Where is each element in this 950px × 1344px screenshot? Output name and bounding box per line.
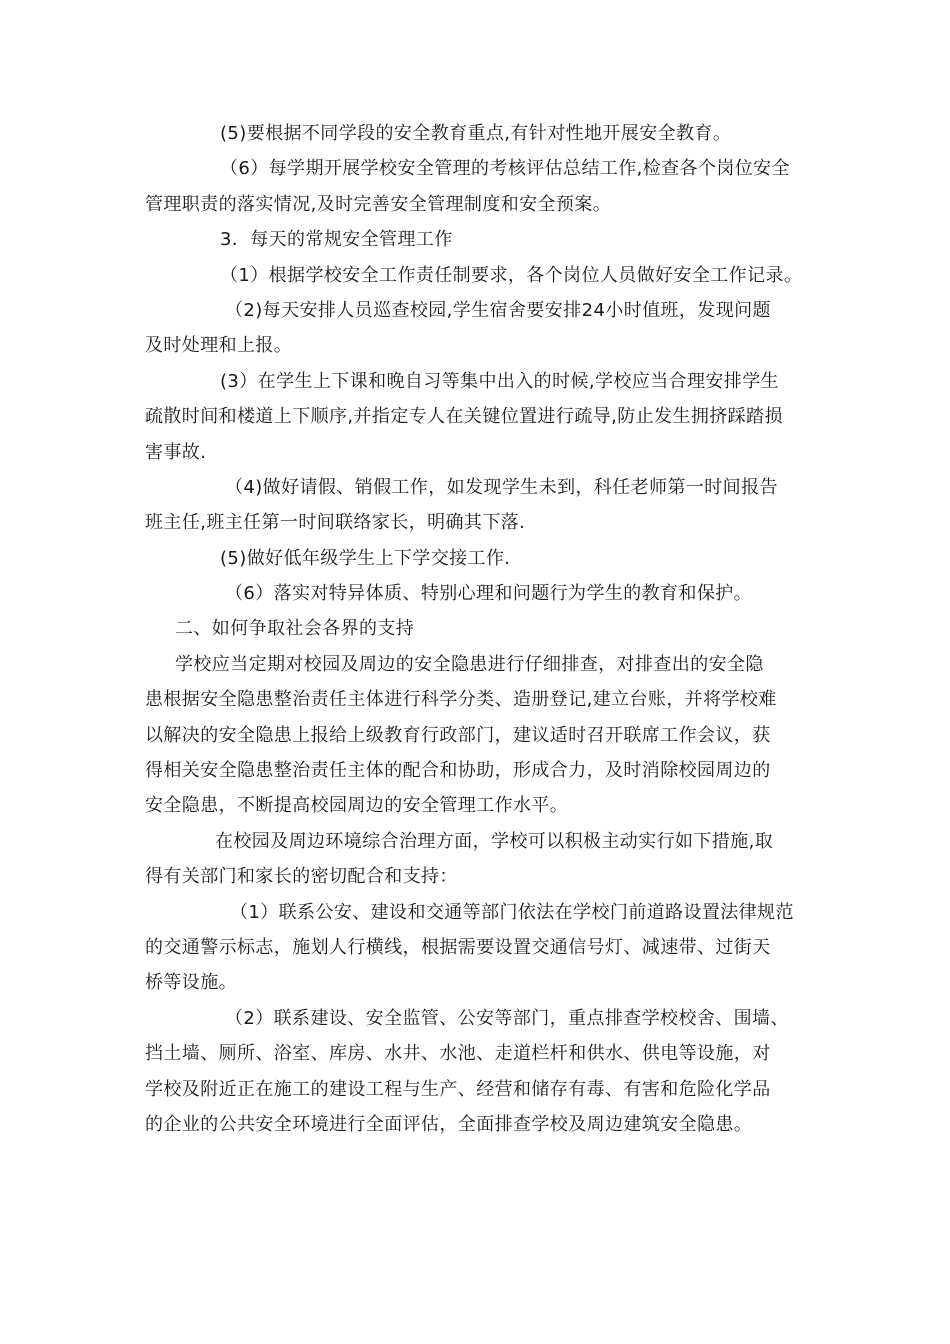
text-line: （1）联系公安、建设和交通等部门依法在学校门前道路设置法律规范 (230, 901, 794, 923)
text-line: 在校园及周边环境综合治理方面，学校可以积极主动实行如下措施,取 (215, 830, 774, 852)
text-line: 管理职责的落实情况,及时完善安全管理制度和安全预案。 (145, 193, 612, 215)
text-line: （2)每天安排人员巡查校园,学生宿舍要安排24小时值班，发现问题 (225, 299, 771, 321)
text-line: 班主任,班主任第一时间联络家长，明确其下落. (145, 512, 526, 534)
text-line: （6）落实对特异体质、特别心理和问题行为学生的教育和保护。 (225, 583, 753, 605)
text-line: （2）联系建设、安全监管、公安等部门，重点排查学校校舍、围墙、 (225, 1007, 789, 1029)
text-line: （6）每学期开展学校安全管理的考核评估总结工作,检查各个岗位安全 (220, 158, 790, 180)
text-line: 及时处理和上报。 (145, 335, 293, 357)
text-line: 学校应当定期对校园及周边的安全隐患进行仔细排查，对排查出的安全隐 (175, 653, 764, 675)
text-line: (5)做好低年级学生上下学交接工作. (220, 547, 511, 569)
text-line: （1）根据学校安全工作责任制要求，各个岗位人员做好安全工作记录。 (220, 264, 803, 286)
text-line: (5)要根据不同学段的安全教育重点,有针对性地开展安全教育。 (220, 123, 732, 144)
text-line: 患根据安全隐患整治责任主体进行科学分类、造册登记,建立台账，并将学校难 (145, 689, 777, 711)
text-line: 桥等设施。 (145, 972, 237, 994)
text-line: 学校及附近正在施工的建设工程与生产、经营和储存有毒、有害和危险化学品 (145, 1078, 771, 1100)
section-heading: 二、如何争取社会各界的支持 (175, 618, 415, 640)
text-line: 害事故. (145, 441, 207, 463)
document-body (145, 116, 810, 1142)
text-line: 3．每天的常规安全管理工作 (220, 229, 453, 251)
text-line: （4)做好请假、销假工作，如发现学生未到，科任老师第一时间报告 (225, 476, 778, 498)
text-line: 挡土墙、厕所、浴室、库房、水井、水池、走道栏杆和供水、供电等设施，对 (145, 1043, 771, 1065)
text-line: 的企业的公共安全环境进行全面评估，全面排查学校及周边建筑安全隐患。 (145, 1113, 753, 1135)
text-line: 的交通警示标志，施划人行横线，根据需要设置交通信号灯、减速带、过街天 (145, 936, 771, 958)
text-line: 疏散时间和楼道上下顺序,并指定专人在关键位置进行疏导,防止发生拥挤踩踏损 (145, 406, 783, 428)
text-line: 安全隐患，不断提高校园周边的安全管理工作水平。 (145, 795, 569, 817)
text-line: 得相关安全隐患整治责任主体的配合和协助，形成合力，及时消除校园周边的 (145, 760, 771, 782)
text-line: 得有关部门和家长的密切配合和支持： (145, 866, 458, 888)
text-line: 以解决的安全隐患上报给上级教育行政部门，建议适时召开联席工作会议，获 (145, 724, 771, 746)
text-line: (3）在学生上下课和晚自习等集中出入的时候,学校应当合理安排学生 (220, 370, 779, 392)
